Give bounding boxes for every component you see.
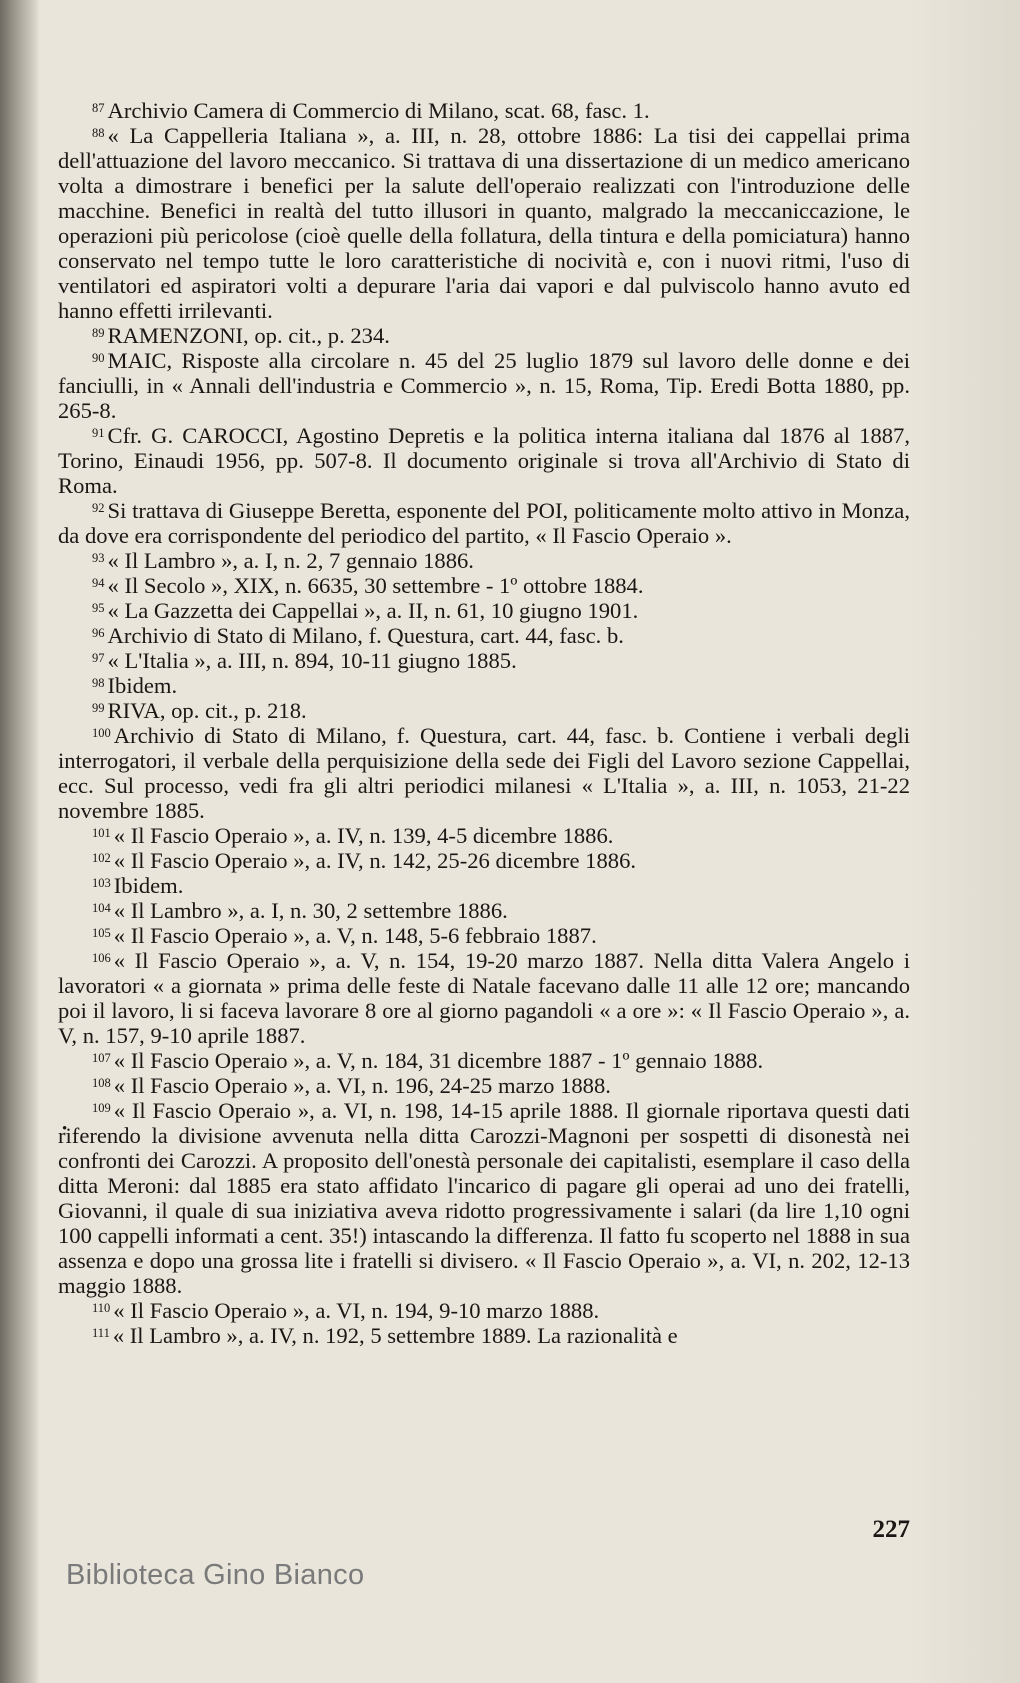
- footnote: [58, 573, 910, 598]
- footnote-text: « La Cappelleria Italiana », a. III, n. 28, ottobre 1886: La tisi dei cappellai prima dell'attuazione del lavoro meccanico. Si trattava di una dissertazione di un medico americano volta a dimostrare i benefici per la salute dell'operaio realizzati con l'introduzione delle macchine. Benefici in realtà del tutto illusori in quanto, malgrado la meccaniccazione, le operazioni più pericolose (cioè quelle della follatura, della tintura e della pomiciatura) hanno conservato nel tempo tutte le loro caratteristiche di nocività e, con i nuovi ritmi, l'uso di ventilatori ed aspiratori volti a depurare l'aria dai vapori e dal pulviscolo hanno avuto ed hanno effetti irrilevanti.: [58, 123, 910, 323]
- footnote-number: 91: [92, 426, 105, 440]
- footnote: [58, 823, 910, 848]
- footnote-text: « Il Lambro », a. IV, n. 192, 5 settembre 1889. La razionalità e: [112, 1323, 678, 1348]
- footnote: [58, 548, 910, 573]
- footnote: [58, 673, 910, 698]
- footnote-text: MAIC, Risposte alla circolare n. 45 del 25 luglio 1879 sul lavoro delle donne e dei fanciulli, in « Annali dell'industria e Commercio », n. 15, Roma, Tip. Eredi Botta 1880, pp. 265-8.: [58, 348, 910, 423]
- footnote-number: 100: [92, 726, 111, 740]
- page-number: 227: [872, 1516, 910, 1543]
- footnote-text: Cfr. G. CAROCCI, Agostino Depretis e la politica interna italiana dal 1876 al 1887, Torino, Einaudi 1956, pp. 507-8. Il documento originale si trova all'Archivio di Stato di Roma.: [58, 423, 910, 498]
- footnote-number: 88: [92, 126, 105, 140]
- footnote: [58, 323, 910, 348]
- footnotes-block: [58, 98, 910, 1348]
- footnote-text: Ibidem.: [113, 873, 184, 898]
- footnote-number: 101: [92, 826, 111, 840]
- footnote-text: Archivio Camera di Commercio di Milano, scat. 68, fasc. 1.: [107, 98, 650, 123]
- footnote-text: « Il Lambro », a. I, n. 2, 7 gennaio 1886.: [107, 548, 474, 573]
- footnote: [58, 498, 910, 548]
- footnote: [58, 348, 910, 423]
- footnote-number: 108: [92, 1076, 111, 1090]
- footnote-text: « Il Lambro », a. I, n. 30, 2 settembre 1886.: [113, 898, 508, 923]
- library-watermark: Biblioteca Gino Bianco: [66, 1559, 365, 1591]
- footnote-number: 104: [92, 901, 111, 915]
- footnote: [58, 98, 910, 123]
- footnote: [58, 873, 910, 898]
- footnote-number: 102: [92, 851, 111, 865]
- footnote: [58, 1073, 910, 1098]
- footnote-number: 95: [92, 601, 105, 615]
- footnote-number: 111: [92, 1326, 110, 1340]
- footnote-number: 98: [92, 676, 105, 690]
- footnote-text: « Il Fascio Operaio », a. V, n. 148, 5-6 febbraio 1887.: [113, 923, 597, 948]
- footnote-text: « Il Fascio Operaio », a. IV, n. 142, 25-26 dicembre 1886.: [113, 848, 637, 873]
- footnote-number: 87: [92, 101, 105, 115]
- footnote: [58, 923, 910, 948]
- footnote-text: « Il Fascio Operaio », a. VI, n. 198, 14-15 aprile 1888. Il giornale riportava questi dati riferendo la divisione avvenuta nella ditta Carozzi-Magnoni per sospetti di disonestà nei confronti dei Carozzi. A proposito dell'onestà personale dei capitalisti, esemplare il caso della ditta Meroni: dal 1885 era stato affidato l'incarico di pagare gli operai ad uno dei fratelli, Giovanni, il quale di sua iniziativa aveva ridotto progressivamente i salari (da lire 1,10 ogni 100 cappelli informati a cent. 35!) intascando la differenza. Il fatto fu scoperto nel 1888 in sua assenza e dopo una grossa lite i fratelli si divisero. « Il Fascio Operaio », a. VI, n. 202, 12-13 maggio 1888.: [58, 1098, 910, 1298]
- page-edge-shading: [910, 0, 1020, 1683]
- footnote-number: 109: [92, 1101, 111, 1115]
- footnote: [58, 848, 910, 873]
- footnote-text: « Il Fascio Operaio », a. V, n. 154, 19-20 marzo 1887. Nella ditta Valera Angelo i lavoratori « a giornata » prima delle feste di Natale facevano dalle 11 alle 12 ore; mancando poi il lavoro, li si faceva lavorare 8 ore al giorno pagandoli « a ore »: « Il Fascio Operaio », a. V, n. 157, 9-10 aprile 1887.: [58, 948, 910, 1048]
- footnote-number: 89: [92, 326, 105, 340]
- footnote-text: « Il Fascio Operaio », a. IV, n. 139, 4-5 dicembre 1886.: [113, 823, 614, 848]
- footnote: [58, 598, 910, 623]
- footnote-number: 105: [92, 926, 111, 940]
- footnote-number: 107: [92, 1051, 111, 1065]
- footnote: [58, 898, 910, 923]
- footnote: [58, 698, 910, 723]
- footnote: [58, 1048, 910, 1073]
- footnote-number: 103: [92, 876, 111, 890]
- footnote: [58, 423, 910, 498]
- footnote-number: 90: [92, 351, 105, 365]
- footnote-number: 93: [92, 551, 105, 565]
- footnote: [58, 123, 910, 323]
- footnote-number: 92: [92, 501, 105, 515]
- footnote-text: « La Gazzetta dei Cappellai », a. II, n. 61, 10 giugno 1901.: [107, 598, 639, 623]
- footnote-text: « Il Fascio Operaio », a. VI, n. 194, 9-10 marzo 1888.: [113, 1298, 600, 1323]
- footnote-text: Archivio di Stato di Milano, f. Questura, cart. 44, fasc. b.: [107, 623, 624, 648]
- footnote-number: 97: [92, 651, 105, 665]
- footnote-text: Si trattava di Giuseppe Beretta, esponente del POI, politicamente molto attivo in Monza, da dove era corrispondente del periodico del partito, « Il Fascio Operaio ».: [58, 498, 910, 548]
- footnote: [58, 1098, 910, 1298]
- footnote: [58, 948, 910, 1048]
- footnote-text: Ibidem.: [107, 673, 178, 698]
- footnote-number: 94: [92, 576, 105, 590]
- footnote-text: Archivio di Stato di Milano, f. Questura, cart. 44, fasc. b. Contiene i verbali degli interrogatori, il verbale della perquisizione della sede dei Figli del Lavoro sezione Cappellai, ecc. Sul processo, vedi fra gli altri periodici milanesi « L'Italia », a. III, n. 1053, 21-22 novembre 1885.: [58, 723, 910, 823]
- footnote-text: « Il Fascio Operaio », a. VI, n. 196, 24-25 marzo 1888.: [113, 1073, 611, 1098]
- footnote: [58, 723, 910, 823]
- footnote-text: RAMENZONI, op. cit., p. 234.: [107, 323, 390, 348]
- footnote: [58, 1298, 910, 1323]
- footnote-number: 110: [92, 1301, 111, 1315]
- footnote-text: « Il Fascio Operaio », a. V, n. 184, 31 dicembre 1887 - 1º gennaio 1888.: [113, 1048, 764, 1073]
- footnote-text: RIVA, op. cit., p. 218.: [107, 698, 307, 723]
- footnote-number: 106: [92, 951, 111, 965]
- footnote: [58, 623, 910, 648]
- footnote-number: 99: [92, 701, 105, 715]
- footnote: [58, 648, 910, 673]
- footnote: [58, 1323, 910, 1348]
- book-spine-shadow: [0, 0, 40, 1683]
- footnote-text: « Il Secolo », XIX, n. 6635, 30 settembre - 1º ottobre 1884.: [107, 573, 644, 598]
- footnote-number: 96: [92, 626, 105, 640]
- footnote-text: « L'Italia », a. III, n. 894, 10-11 giugno 1885.: [107, 648, 517, 673]
